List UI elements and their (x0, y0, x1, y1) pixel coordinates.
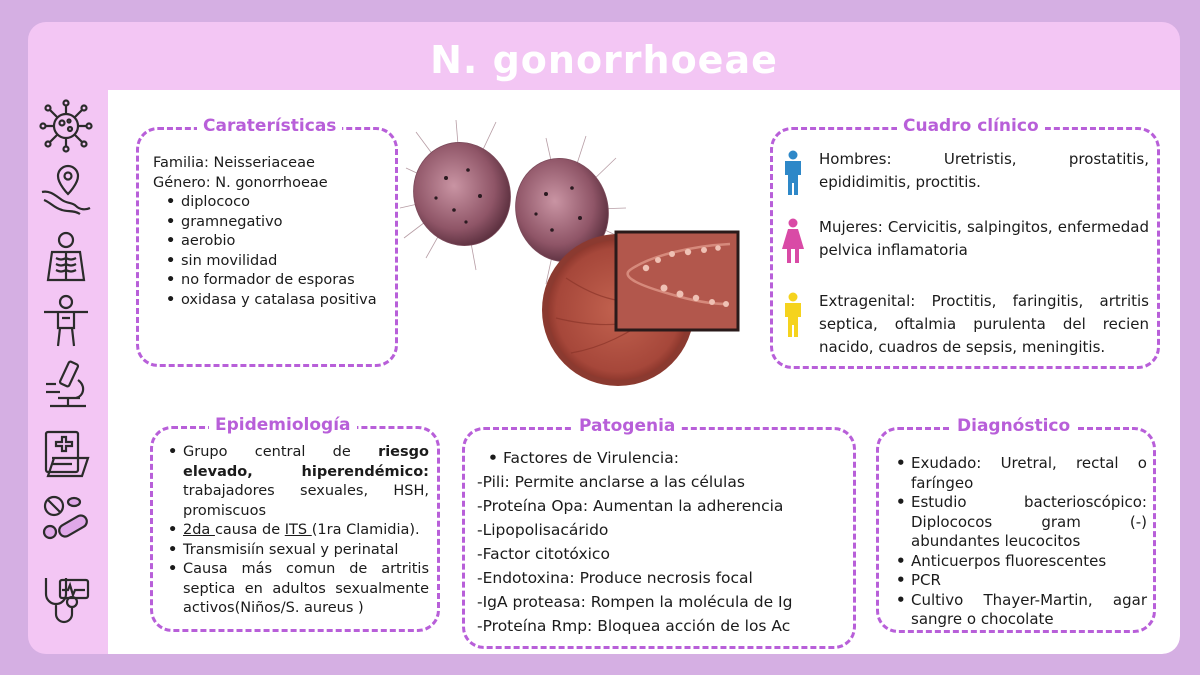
list-item: • Exudado: Uretral, rectal o faríngeo (891, 454, 1147, 493)
epidemiologia-list (163, 443, 429, 619)
list-item: • sin movilidad (161, 252, 381, 272)
icon-sidebar (28, 90, 108, 654)
list-item: • PCR (891, 571, 1147, 591)
bacteria-culture-illustration (396, 118, 742, 390)
epi-item1-tail: trabajadores sexuales, HSH, promiscuos (183, 483, 429, 519)
epi-item2-text: causa de (214, 522, 285, 538)
virulence-factor: -Endotoxina: Produce necrosis focal (477, 569, 753, 587)
mujeres-text: Mujeres: Cervicitis, salpingitos, enfermedad pelvica inflamatoria (819, 218, 1149, 259)
virulence-factor: -IgA proteasa: Rompen la molécula de Ig (477, 593, 793, 611)
epidemiologia-title: Epidemiología (209, 415, 357, 435)
pills-icon (38, 492, 94, 548)
clipboard-icon (38, 426, 94, 482)
stethoscope-icon (38, 574, 94, 630)
genero-line (153, 174, 381, 194)
colony-closeup-image (616, 232, 738, 330)
infographic-card (28, 22, 1180, 654)
epi-item2-rank: 2da (183, 522, 215, 538)
list-item: • Transmisiín sexual y perinatal (163, 541, 429, 561)
epi-item1-text: Grupo central de (183, 444, 379, 460)
list-item: • Cultivo Thayer-Martin, agar sangre o chocolate (891, 591, 1147, 630)
virulence-factor: -Factor citotóxico (477, 545, 610, 563)
cuadro-clinico-box (770, 116, 1160, 369)
patogenia-header-list (483, 446, 847, 470)
list-item: • gramnegativo (161, 213, 381, 233)
page-title: N. gonorrhoeae (430, 38, 778, 82)
caracteristicas-list (161, 193, 381, 310)
body-icon (38, 294, 94, 350)
epidemiologia-box (150, 415, 440, 632)
list-item (163, 443, 429, 521)
extragenital-text: Extragenital: Proctitis, faringitis, artritis septica, oftalmia purulenta del recien nacido, cuadros de sepsis, meningitis. (819, 292, 1149, 356)
epi-item2-its: ITS (284, 522, 312, 538)
diagnostico-title: Diagnóstico (951, 416, 1076, 436)
male-person-icon (781, 150, 805, 196)
list-item (163, 521, 429, 541)
genero-label: Género: (153, 174, 211, 191)
hombres-text: Hombres: Uretristis, prostatitis, epididimitis, proctitis. (819, 150, 1149, 191)
list-item: • no formador de esporas (161, 271, 381, 291)
patogenia-header: • Factores de Virulencia: (483, 446, 847, 470)
caracteristicas-title: Caraterísticas (197, 116, 342, 136)
extragenital-person-icon (781, 292, 805, 338)
map-pin-icon (38, 162, 94, 218)
list-item: • Anticuerpos fluorescentes (891, 552, 1147, 572)
genero-value: N. gonorrhoeae (210, 174, 328, 191)
virulence-factor: -Proteína Opa: Aumentan la adherencia (477, 497, 784, 515)
familia-line (153, 154, 381, 174)
diagnostico-list (891, 454, 1147, 630)
virulence-factor: -Pili: Permite anclarse a las células (477, 473, 745, 491)
list-item: • diplococo (161, 193, 381, 213)
patogenia-title: Patogenia (573, 416, 681, 436)
list-item: • aerobio (161, 232, 381, 252)
list-item: • oxidasa y catalasa positiva (161, 291, 381, 311)
microscope-icon (38, 358, 94, 414)
content-panel (108, 90, 1180, 654)
epi-item2-tail: (1ra Clamidia). (311, 522, 420, 538)
familia-label: Familia: (153, 155, 209, 171)
virulence-factor: -Lipopolisacárido (477, 521, 609, 539)
anatomy-icon (38, 230, 94, 286)
female-person-icon (781, 218, 805, 264)
list-item: • Causa más comun de artritis septica en adultos sexualmente activos(Niños/S. aureus ) (163, 560, 429, 619)
familia-value: Neisseriaceae (208, 155, 315, 171)
epi-item1-bold: riesgo elevado, hiperendémico: (183, 444, 429, 480)
caracteristicas-box (136, 116, 398, 367)
cuadro-clinico-title: Cuadro clínico (897, 116, 1045, 136)
virulence-factor: -Proteína Rmp: Bloquea acción de los Ac (477, 617, 791, 635)
virus-icon (38, 98, 94, 154)
diagnostico-box (876, 416, 1156, 633)
list-item: • Estudio bacterioscópico: Diplococos gram (-) abundantes leucocitos (891, 493, 1147, 552)
patogenia-box (462, 416, 856, 649)
